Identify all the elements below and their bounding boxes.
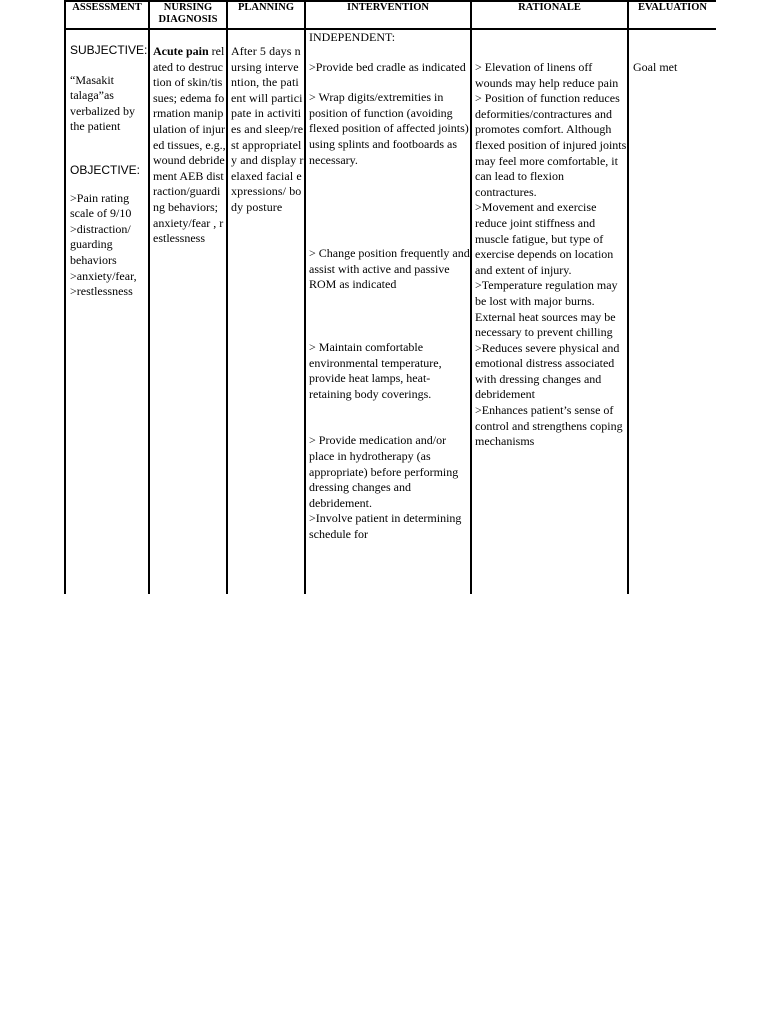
planning-cell bbox=[227, 29, 305, 594]
header-nursing-diagnosis: NURSING DIAGNOSIS bbox=[149, 1, 227, 29]
rationale-item: >Enhances patient’s sense of control and strengthens coping mechanisms bbox=[475, 403, 623, 449]
diagnosis-text: related to destruction of skin/tissues; edema formation manipulation of injured tissues, e.g., wound debridement AEB distraction/guarding behaviors; anxiety/fear , restlessness bbox=[153, 44, 226, 246]
intervention-cell bbox=[305, 29, 471, 594]
rationale-item: >Movement and exercise reduce joint stiffness and muscle fatigue, but type of exercise depends on location and extent of injury. bbox=[475, 200, 614, 277]
nursing-care-plan-table bbox=[64, 0, 716, 594]
header-planning: PLANNING bbox=[227, 1, 305, 29]
evaluation-cell bbox=[628, 29, 716, 594]
intervention-item: >Provide bed cradle as indicated bbox=[309, 59, 466, 74]
rationale-item: > Elevation of linens off wounds may help reduce pain bbox=[475, 60, 619, 90]
intervention-item: > Provide medication and/or place in hydrotherapy (as appropriate) before performing dressing changes and debridement. bbox=[309, 433, 459, 510]
assessment-cell bbox=[65, 29, 149, 594]
care-plan-document bbox=[64, 0, 716, 594]
planning-text: After 5 days nursing intervention, the patient will participate in activities and sleep/rest appropriately and display relaxed facial expressions/ body posture bbox=[231, 44, 304, 214]
header-rationale: RATIONALE bbox=[471, 1, 628, 29]
rationale-item: > Position of function reduces deformities/contractures and promotes comfort. Although flexed position of injured joints may feel more comfortable, it can lead to flexion contractures. bbox=[475, 91, 627, 199]
objective-item: >Pain rating scale of 9/10 bbox=[70, 190, 132, 221]
intervention-item: > Maintain comfortable environmental temperature, provide heat lamps, heat-retaining body coverings. bbox=[309, 339, 442, 401]
subjective-label: SUBJECTIVE: bbox=[70, 43, 148, 57]
intervention-item: > Change position frequently and assist with active and passive ROM as indicated bbox=[309, 246, 470, 292]
rationale-cell bbox=[471, 29, 628, 594]
header-evaluation: EVALUATION bbox=[628, 1, 716, 29]
header-row bbox=[65, 1, 716, 29]
intervention-item: > Wrap digits/extremities in position of function (avoiding flexed position of affected joints) using splints and footboards as necessary. bbox=[309, 90, 469, 167]
diagnosis-title: Acute pain bbox=[153, 44, 209, 58]
evaluation-text: Goal met bbox=[633, 60, 678, 74]
objective-item: >distraction/ guarding behaviors bbox=[70, 221, 131, 267]
objective-item: >restlessness bbox=[70, 284, 133, 299]
header-assessment: ASSESSMENT bbox=[65, 1, 149, 29]
rationale-item: >Temperature regulation may be lost with major burns. External heat sources may be necessary to prevent chilling bbox=[475, 278, 618, 340]
objective-item: >anxiety/fear, bbox=[70, 268, 137, 283]
rationale-item: >Reduces severe physical and emotional distress associated with dressing changes and debridement bbox=[475, 340, 620, 402]
intervention-item: >Involve patient in determining schedule for bbox=[309, 511, 462, 541]
care-plan-row bbox=[65, 29, 716, 594]
header-intervention: INTERVENTION bbox=[305, 1, 471, 29]
subjective-quote: “Masakit talaga”as verbalized by the patient bbox=[70, 72, 135, 134]
intervention-heading: INDEPENDENT: bbox=[309, 30, 396, 44]
diagnosis-cell bbox=[149, 29, 227, 594]
objective-label: OBJECTIVE: bbox=[70, 162, 141, 177]
